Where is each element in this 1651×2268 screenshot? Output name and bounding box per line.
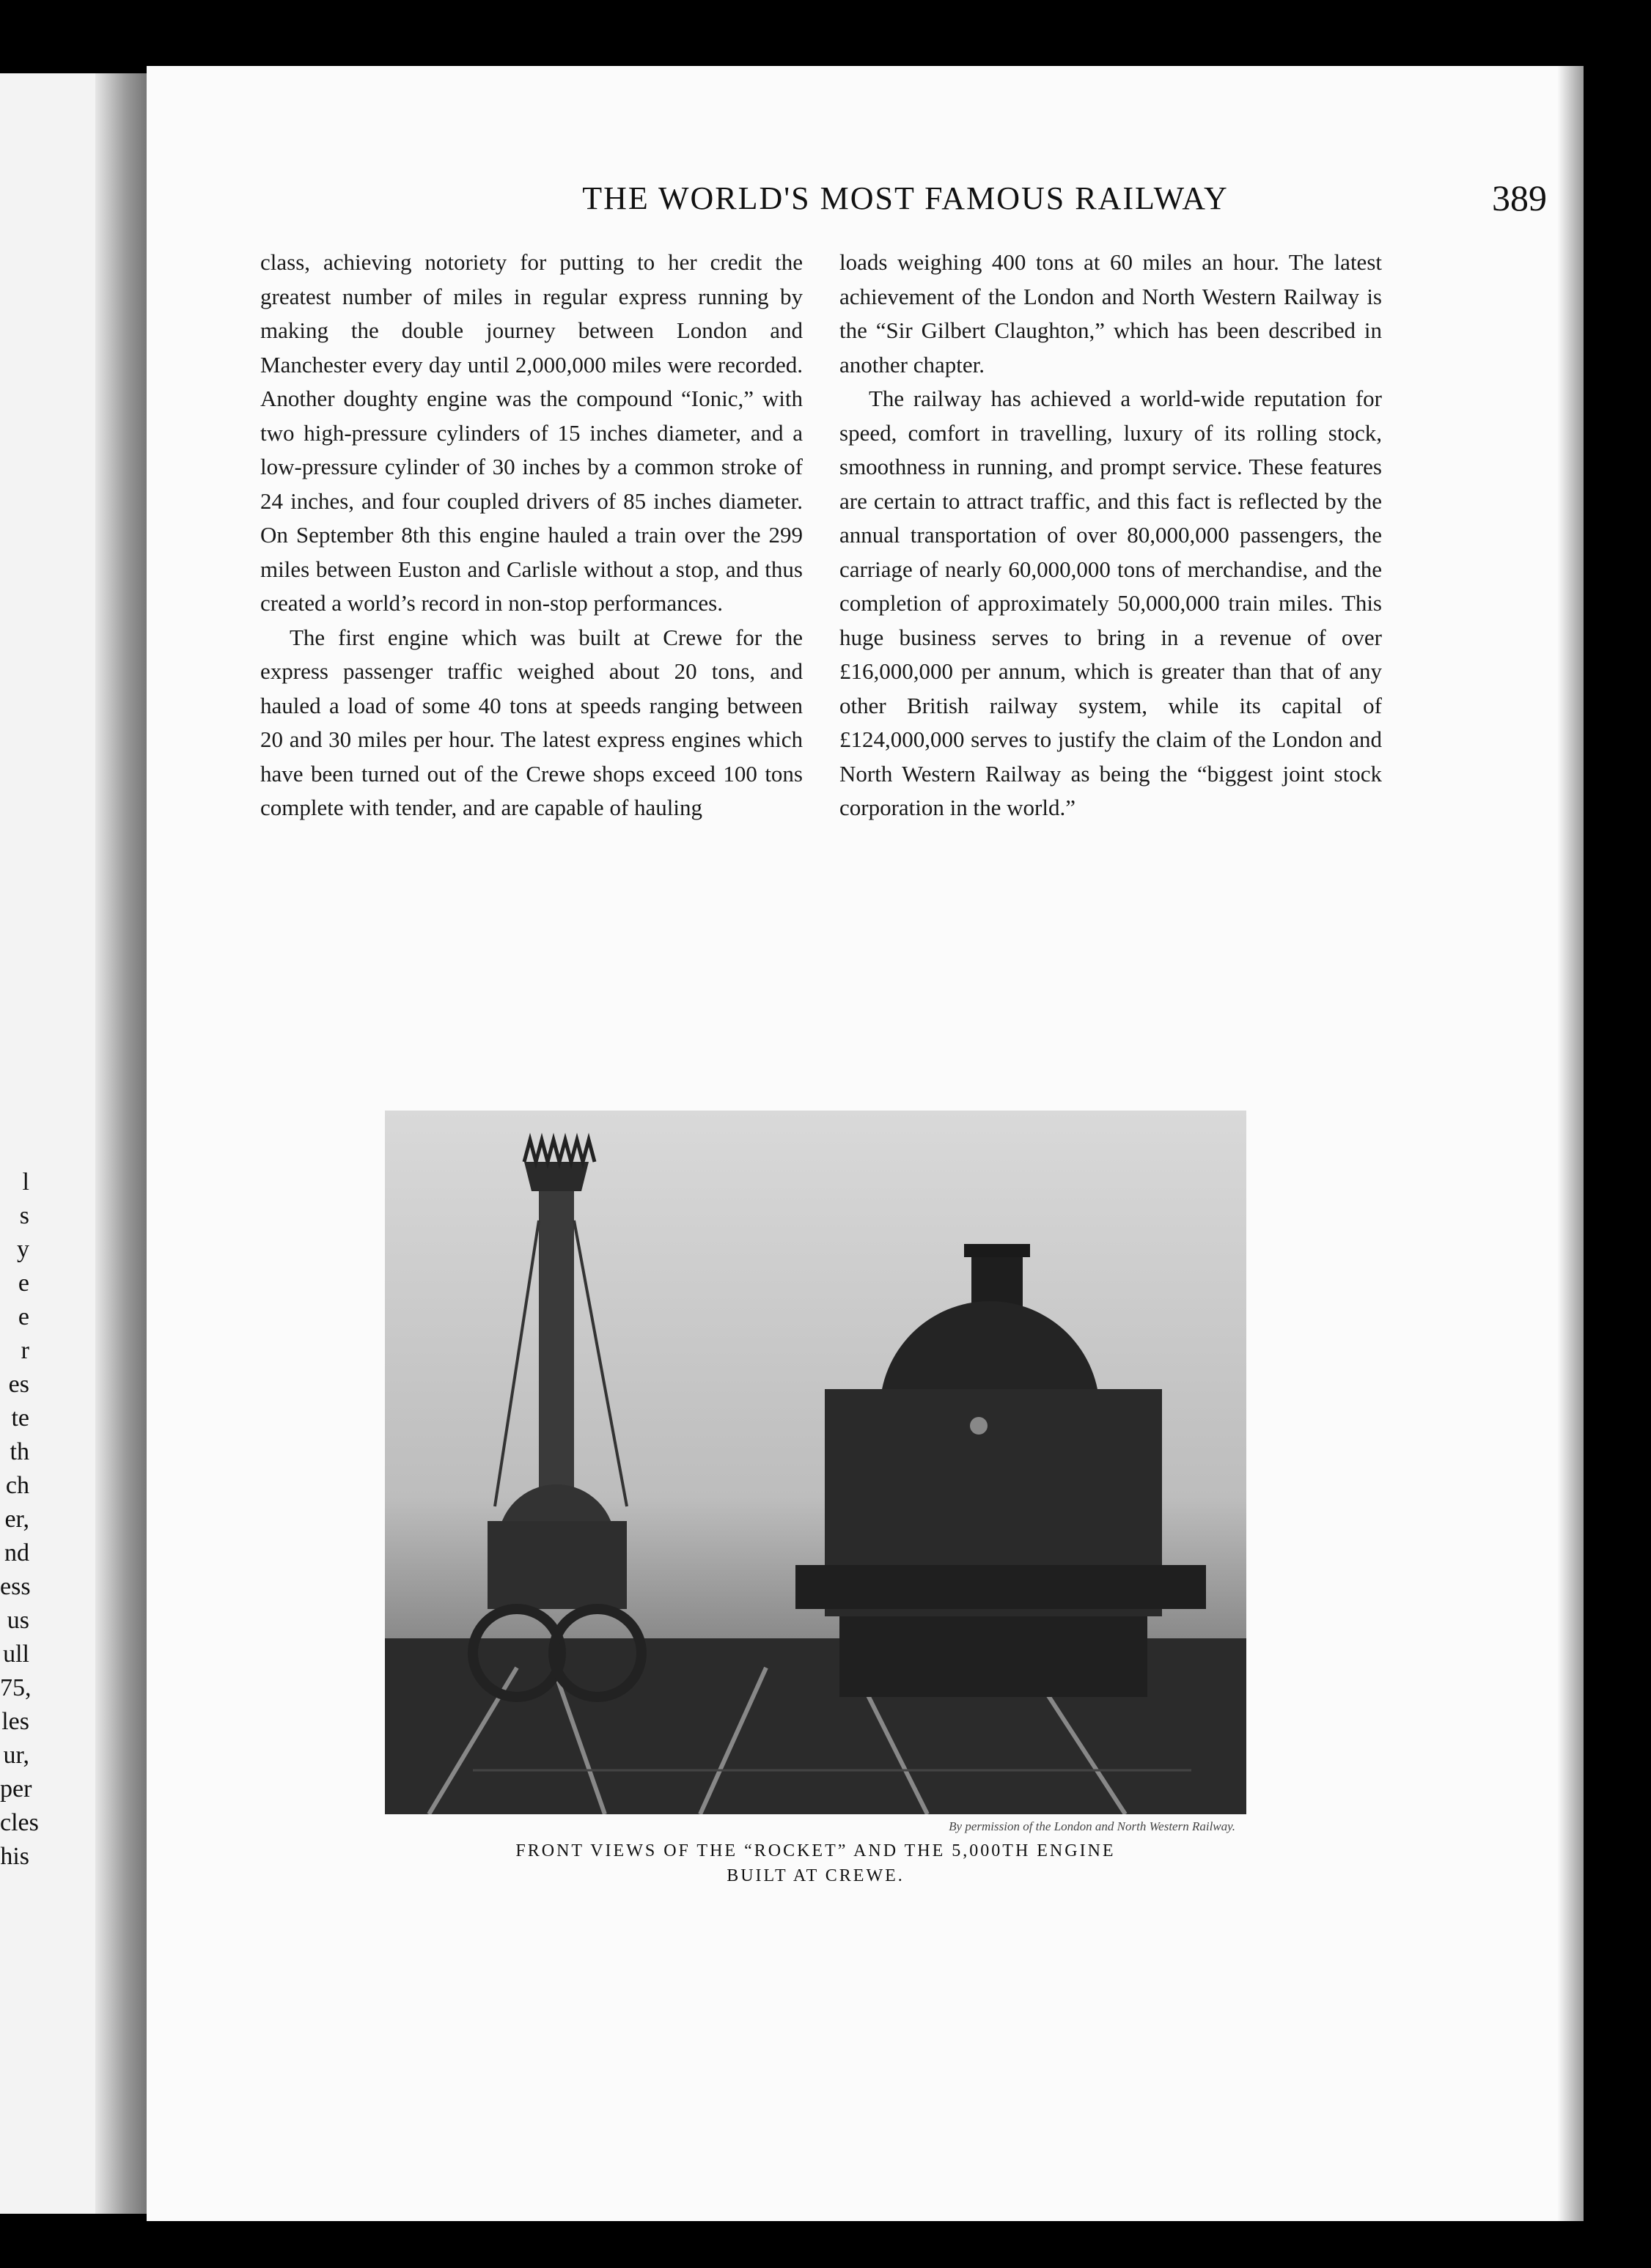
right-page — [147, 66, 1584, 2221]
photo-credit: By permission of the London and North Western Railway. — [949, 1819, 1235, 1833]
left-page-fragment: ur, — [3, 1742, 29, 1769]
text-column-left — [260, 246, 803, 825]
5000th-crewe-engine — [795, 1244, 1206, 1697]
page-edge-shadow — [1557, 66, 1584, 2221]
caption-line: BUILT AT CREWE. — [727, 1866, 905, 1885]
caption-line: FRONT VIEWS OF THE “ROCKET” AND THE 5,000TH ENGINE — [515, 1841, 1116, 1860]
left-page-fragment: ull — [3, 1641, 29, 1668]
left-page-fragment: th — [10, 1438, 29, 1465]
paragraph: The railway has achieved a world-wide reputation for speed, comfort in travelling, luxury of its rolling stock, smoothness in running, and prompt service. These features are certain to attract traffic, and this fact is reflected by the annual transportation of over 80,000,000 passengers, the carriage of nearly 60,000,000 tons of merchandise, and the completion of approximately 50,000,000 train miles. This huge business serves to bring in a revenue of over £16,000,000 per annum, which is greater than that of any other British railway system, while its capital of £124,000,000 serves to justify the claim of the London and North Western Railway as being the “biggest joint stock corporation in the world.” — [839, 386, 1382, 820]
left-page-fragment: l — [22, 1168, 29, 1196]
left-page-fragment: les — [1, 1708, 29, 1735]
left-page-fragment: te — [11, 1404, 29, 1432]
left-page — [0, 73, 147, 2214]
locomotive-illustration — [385, 1111, 1246, 1814]
text-column-right — [839, 246, 1382, 825]
paragraph: loads weighing 400 tons at 60 miles an hour. The latest achievement of the London and North Western Railway is the “Sir Gilbert Claughton,” which has been described in another chapter. — [839, 249, 1382, 378]
left-page-fragment: s — [19, 1202, 29, 1229]
left-page-fragment: er, — [4, 1506, 29, 1533]
book-gutter-shadow — [95, 73, 147, 2214]
left-page-text-fragments — [0, 1166, 39, 1874]
left-page-fragment: y — [17, 1236, 29, 1263]
locomotive-photograph — [385, 1111, 1246, 1814]
paragraph: The first engine which was built at Crewe for the express passenger traffic weighed about 20 tons, and hauled a load of some 40 tons at speeds ranging between 20 and 30 miles per hour. The latest express engines which have been turned out of the Crewe shops exceed 100 tons complete with tender, and are capable of hauling — [260, 624, 803, 820]
left-page-fragment: e — [18, 1303, 29, 1330]
left-page-fragment: us — [7, 1607, 29, 1634]
left-page-fragment: ch — [5, 1472, 29, 1499]
page-number: 389 — [1492, 177, 1547, 218]
figure-caption — [385, 1838, 1246, 1888]
left-page-fragment: es — [8, 1371, 29, 1398]
left-page-fragment: r — [21, 1337, 29, 1364]
running-title: THE WORLD'S MOST FAMOUS RAILWAY — [582, 180, 1229, 216]
page-header — [418, 177, 1562, 224]
left-page-fragment: e — [18, 1270, 29, 1297]
left-page-fragment: 75, — [0, 1674, 32, 1701]
left-page-fragment: per — [0, 1775, 32, 1803]
left-page-fragment: his — [0, 1843, 29, 1870]
left-page-fragment: ess — [0, 1573, 31, 1600]
left-page-fragment: nd — [4, 1539, 29, 1566]
rocket-locomotive — [473, 1140, 641, 1697]
paragraph: class, achieving notoriety for putting to her credit the greatest number of miles in regular express running by making the double journey between London and Manchester every day until 2,000,000 miles were recorded. Another doughty engine was the compound “Ionic,” with two high-pressure cylinders of 15 inches diameter, and a low-pressure cylinder of 30 inches by a common stroke of 24 inches, and four coupled drivers of 85 inches diameter. On September 8th this engine hauled a train over the 299 miles between Euston and Carlisle without a stop, and thus created a world’s record in non-stop performances. — [260, 249, 803, 616]
left-page-fragment: cles — [0, 1809, 39, 1836]
